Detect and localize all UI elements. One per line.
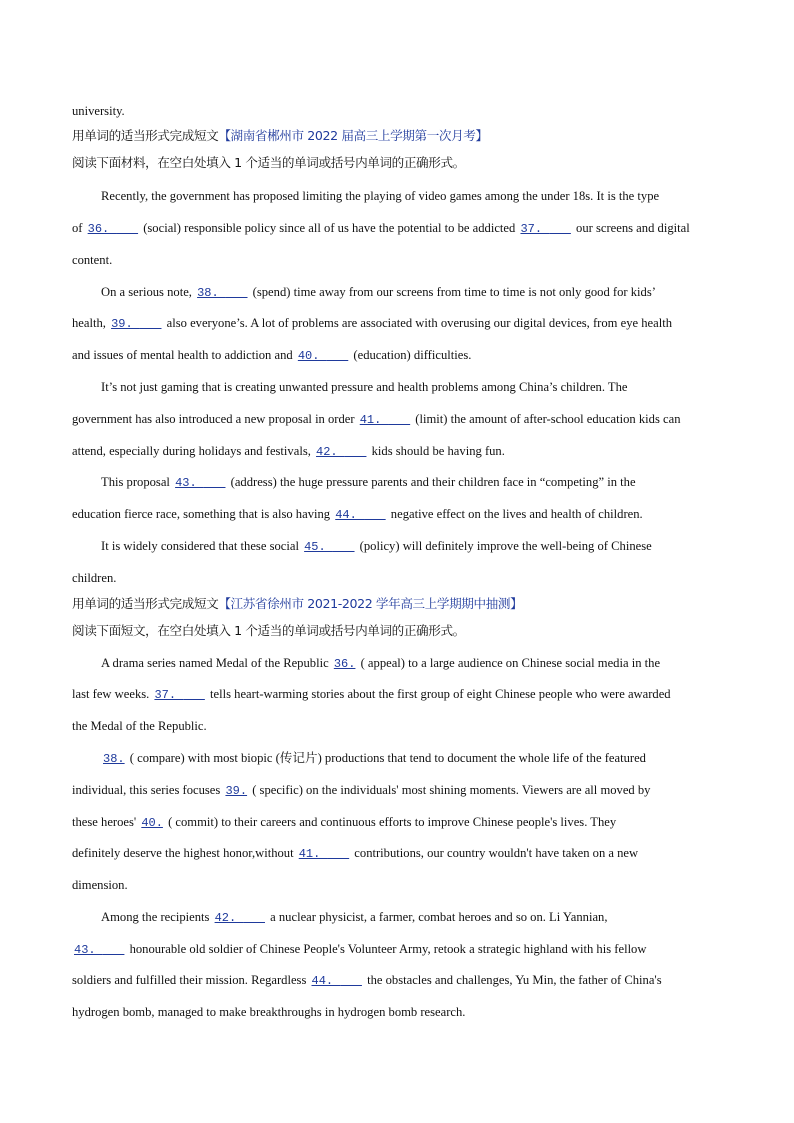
text-line: hydrogen bomb, managed to make breakthroughs in hydrogen bomb research. <box>72 1005 466 1019</box>
text-line: children. <box>72 571 117 585</box>
answer-blank[interactable]: 38. <box>197 286 226 300</box>
text-line: content. <box>72 253 113 267</box>
answer-blank[interactable]: 41. <box>298 847 328 861</box>
answer-blank[interactable]: 42. <box>316 445 345 459</box>
answer-blank[interactable]: 37. <box>520 222 550 236</box>
text-line: dimension. <box>72 878 128 892</box>
text-line: Recently, the government has proposed limiting the playing of video games among the under 18s. It is the type <box>101 189 660 203</box>
text-line: 38. ( compare) with most biopic (传记片) productions that tend to document the whole life of the featured <box>103 751 646 766</box>
text-line: and issues of mental health to addiction and 40. (education) difficulties. <box>72 348 472 363</box>
text-line: individual, this series focuses 39. ( specific) on the individuals' most shining moments. Viewers are all moved by <box>72 783 651 798</box>
answer-blank[interactable]: 44. <box>311 974 341 988</box>
text-line: these heroes' 40. ( commit) to their careers and continuous efforts to improve Chinese people's lives. They <box>72 815 617 830</box>
answer-blank[interactable]: 39. <box>225 784 248 798</box>
text-line: government has also introduced a new proposal in order 41. (limit) the amount of after-school education kids can <box>72 412 681 427</box>
text-line: last few weeks. 37. tells heart-warming stories about the first group of eight Chinese people who were awarded <box>72 687 671 702</box>
answer-blank[interactable]: 40. <box>297 349 327 363</box>
text-line: attend, especially during holidays and festivals, 42. kids should be having fun. <box>72 444 505 459</box>
section-heading: 用单词的适当形式完成短文【江苏省徐州市 2021-2022 学年高三上学期期中抽测】 <box>72 596 523 611</box>
text-line: definitely deserve the highest honor,without 41. contributions, our country wouldn't have taken on a new <box>72 846 639 861</box>
answer-blank[interactable]: 39. <box>111 317 140 331</box>
answer-blank[interactable]: 40. <box>141 816 163 830</box>
answer-blank[interactable]: 43. <box>175 476 204 490</box>
answer-blank[interactable]: 36. <box>87 222 117 236</box>
answer-blank[interactable]: 45. <box>304 540 333 554</box>
text-line: of 36. (social) responsible policy since all of us have the potential to be addicted 37. our screens and digital <box>72 221 690 236</box>
text-line: education fierce race, something that is also having 44. negative effect on the lives and health of children. <box>72 507 643 522</box>
text-line: This proposal 43. (address) the huge pressure parents and their children face in “competing” in the <box>101 475 636 490</box>
section-heading: 用单词的适当形式完成短文【湖南省郴州市 2022 届高三上学期第一次月考】 <box>72 128 488 143</box>
text-line: university. <box>72 104 125 118</box>
text-line: health, 39. also everyone’s. A lot of problems are associated with overusing our digital devices, from eye health <box>72 316 673 331</box>
answer-blank[interactable]: 41. <box>359 413 389 427</box>
answer-blank[interactable]: 37. <box>154 688 184 702</box>
answer-blank[interactable]: 42. <box>214 911 244 925</box>
text-line: soldiers and fulfilled their mission. Regardless 44. the obstacles and challenges, Yu Min, the father of China's <box>72 973 662 988</box>
text-line: A drama series named Medal of the Republic 36. ( appeal) to a large audience on Chinese social media in the <box>101 656 661 671</box>
answer-blank[interactable]: 38. <box>103 752 125 766</box>
section-source: 【江苏省徐州市 2021-2022 学年高三上学期期中抽测】 <box>218 596 523 611</box>
answer-blank[interactable]: 44. <box>335 508 365 522</box>
section-source: 【湖南省郴州市 2022 届高三上学期第一次月考】 <box>218 128 488 143</box>
text-line: 43. honourable old soldier of Chinese People's Volunteer Army, retook a strategic highland with his fellow <box>74 942 647 957</box>
text-line: On a serious note, 38. (spend) time away from our screens from time to time is not only good for kids’ <box>101 285 656 300</box>
section-instruction: 阅读下面材料，在空白处填入 1 个适当的单词或括号内单词的正确形式。 <box>72 155 465 170</box>
answer-blank[interactable]: 43. <box>74 943 103 957</box>
text-line: the Medal of the Republic. <box>72 719 207 733</box>
section-instruction: 阅读下面短文，在空白处填入 1 个适当的单词或括号内单词的正确形式。 <box>72 623 465 638</box>
text-line: It’s not just gaming that is creating unwanted pressure and health problems among China’s children. The <box>101 380 628 394</box>
text-line: Among the recipients 42. a nuclear physicist, a farmer, combat heroes and so on. Li Yannian, <box>101 910 608 925</box>
text-line: It is widely considered that these social 45. (policy) will definitely improve the well-being of Chinese <box>101 539 652 554</box>
answer-blank[interactable]: 36. <box>333 657 356 671</box>
